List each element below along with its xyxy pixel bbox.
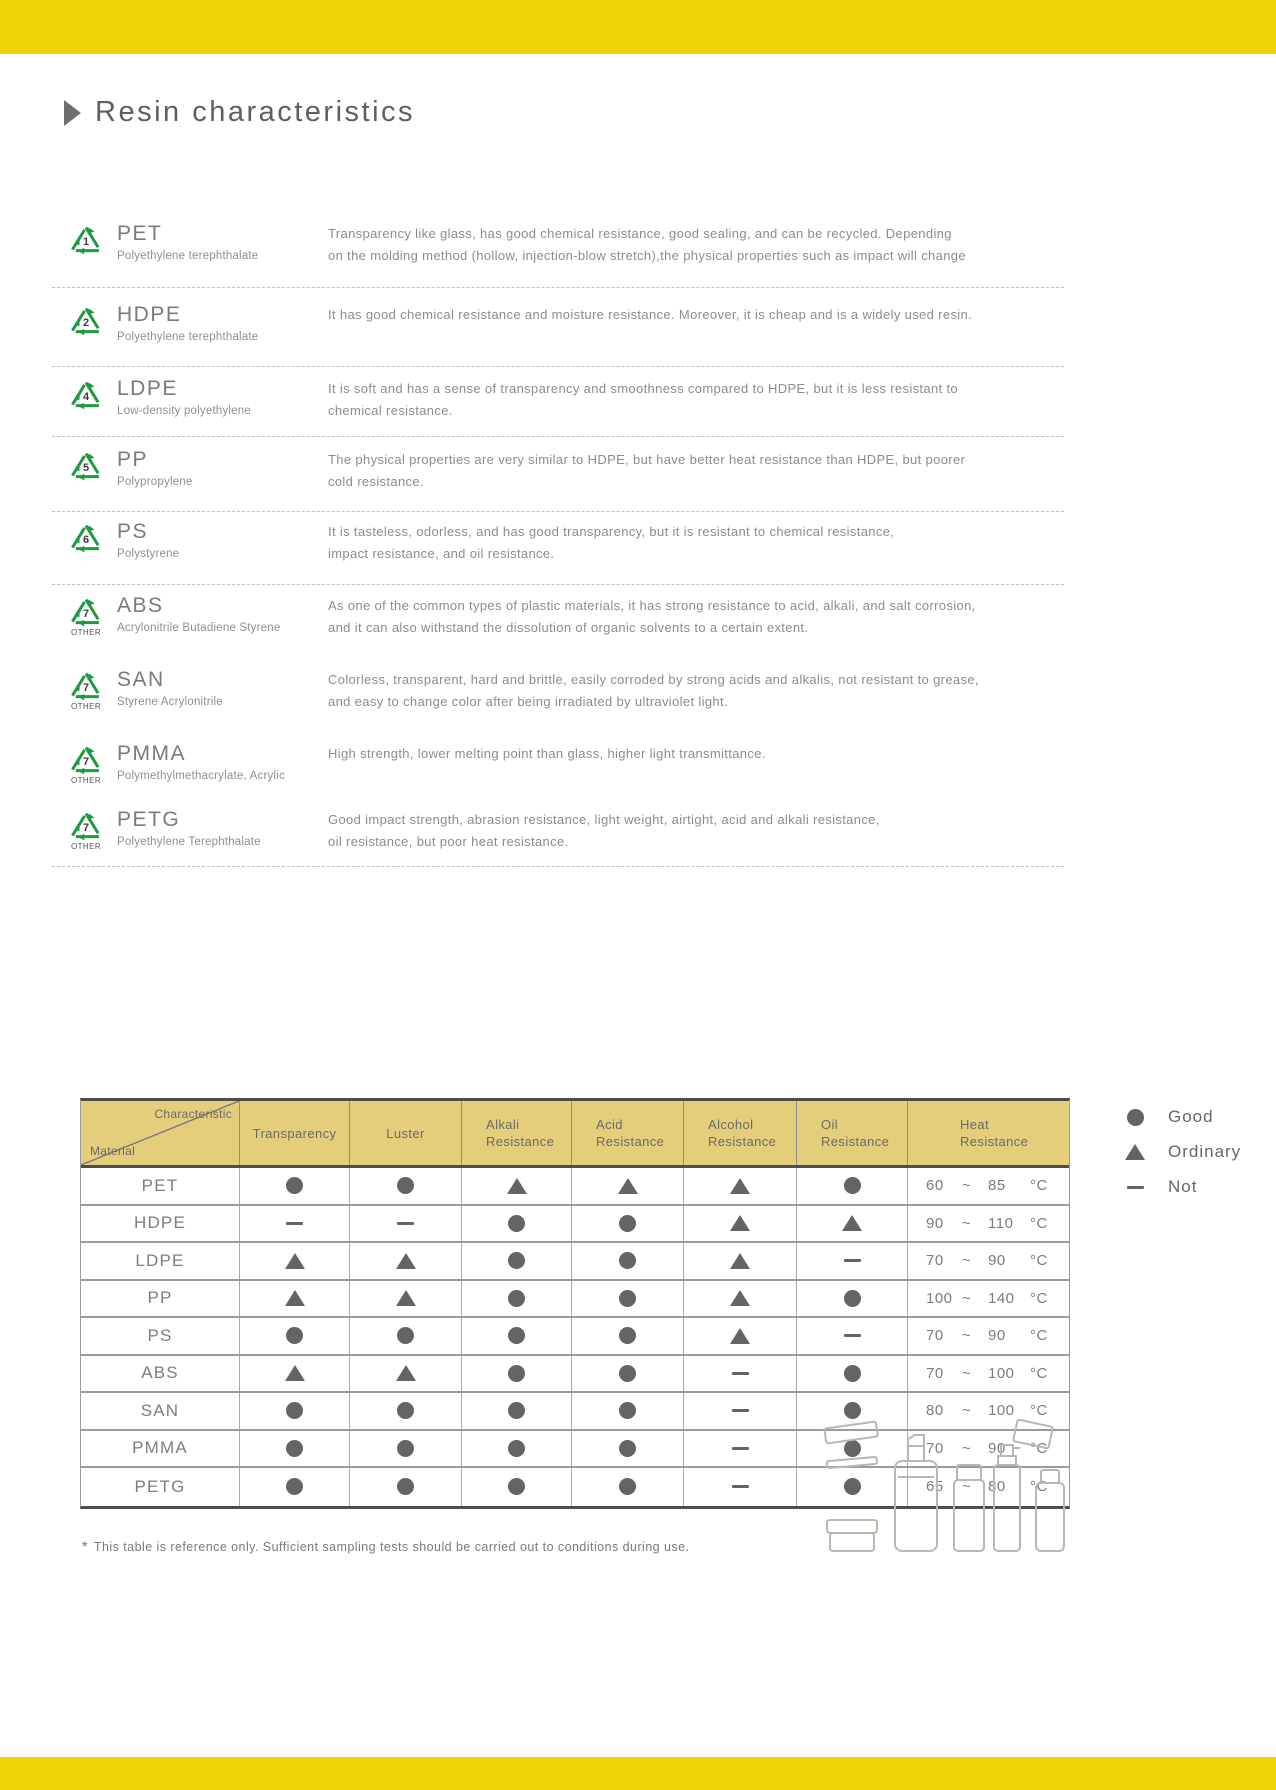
heat-max: 90 [988,1327,1006,1345]
mark-cell [797,1168,908,1204]
resin-description [328,222,966,267]
page-title: Resin characteristics [95,96,416,128]
column-header-line: Alcohol [708,1117,754,1132]
column-header-line: Resistance [708,1134,777,1149]
heat-max: 80 [988,1478,1006,1496]
table-corner-cell [81,1101,240,1165]
recycle-icon [68,808,117,851]
mark-cell [462,1356,572,1392]
mark-not-icon [844,1334,861,1337]
table-column-header [350,1101,462,1165]
footnote [82,1538,689,1554]
recycle-icon [68,377,117,411]
heat-max: 110 [988,1214,1014,1232]
mark-cell [797,1318,908,1354]
recycle-code: 5 [82,462,90,474]
title-arrow-icon [64,100,81,126]
mark-cell [684,1356,797,1392]
table-row [81,1281,1069,1319]
mark-good-icon [508,1365,525,1382]
legend-item [1124,1106,1241,1128]
heat-min: 70 [926,1439,944,1457]
mark-cell [350,1318,462,1354]
mark-cell [572,1281,684,1317]
resin-description [328,377,958,422]
resin-fullname: Polypropylene [117,476,193,488]
resin-description-line: impact resistance, and oil resistance. [328,546,555,561]
mark-cell [462,1281,572,1317]
mark-not-icon [732,1409,749,1412]
heat-unit: °C [1030,1214,1048,1232]
heat-tilde: ~ [962,1364,972,1382]
mark-cell [797,1356,908,1392]
mark-good-icon [286,1440,303,1457]
mark-cell [572,1393,684,1429]
mark-cell [572,1431,684,1467]
resin-name-block [117,594,328,634]
resin-name: SAN [117,668,165,691]
dashed-divider [52,866,1064,867]
recycle-code: 7 [82,756,90,768]
material-cell: LDPE [81,1243,240,1279]
resin-item [68,222,1068,267]
mark-ordinary-icon [285,1290,305,1306]
recycle-icon [68,222,117,256]
mark-cell [240,1468,350,1506]
heat-max: 100 [988,1364,1015,1382]
heat-unit: °C [1030,1478,1048,1496]
mark-cell [684,1468,797,1506]
heat-min: 90 [926,1214,944,1232]
recycle-code: 6 [82,534,90,546]
resin-name-block [117,303,328,343]
recycle-code: 7 [82,822,90,834]
resin-fullname: Polyethylene terephthalate [117,250,259,262]
resin-description-line: It has good chemical resistance and moisture resistance. Moreover, it is cheap and is a widely used resin. [328,307,973,322]
table-row [81,1168,1069,1206]
mark-ordinary-icon [842,1215,862,1231]
mark-good-icon [286,1402,303,1419]
mark-good-icon [286,1177,303,1194]
material-cell: PS [81,1318,240,1354]
resin-fullname: Polyethylene Terephthalate [117,836,261,848]
bottom-accent-bar [0,1757,1276,1790]
heat-unit: °C [1030,1402,1048,1420]
mark-cell [240,1206,350,1242]
column-header-line: Heat [960,1117,990,1132]
mark-cell [462,1393,572,1429]
heat-max: 85 [988,1177,1006,1195]
mark-good-icon [397,1402,414,1419]
column-header-line: Resistance [596,1134,665,1149]
mark-cell [350,1356,462,1392]
heat-tilde: ~ [962,1177,972,1195]
tilted-cap-illustration [1013,1419,1053,1448]
heat-tilde: ~ [962,1289,972,1307]
mark-cell [684,1318,797,1354]
mark-cell [572,1468,684,1506]
mark-good-icon [508,1215,525,1232]
mark-good-icon [397,1478,414,1495]
resin-item [68,520,1068,565]
resin-item [68,594,1068,639]
resin-description-line: Colorless, transparent, hard and brittle, easily corroded by strong acids and alkalis, not resistant to grease, [328,672,979,687]
resin-description-line: It is tasteless, odorless, and has good transparency, but it is resistant to chemical resistance, [328,524,895,539]
heat-max: 140 [988,1289,1015,1307]
resin-description-line: cold resistance. [328,474,424,489]
mark-ordinary-icon [730,1328,750,1344]
material-cell: PET [81,1168,240,1204]
heat-unit: °C [1030,1364,1048,1382]
mark-ordinary-icon [285,1365,305,1381]
mark-good-icon [508,1252,525,1269]
resin-item [68,808,1068,853]
dashed-divider [52,511,1064,512]
heat-max: 90 [988,1252,1006,1270]
mark-good-icon [619,1440,636,1457]
spray-bottle-illustration [994,1445,1020,1551]
mark-good-icon [619,1402,636,1419]
recycle-other-label: OTHER [71,842,101,851]
dashed-divider [52,584,1064,585]
mark-cell [240,1431,350,1467]
heat-max: 100 [988,1402,1015,1420]
recycle-code: 7 [82,608,90,620]
mark-not-icon [732,1485,749,1488]
page-title-row [64,96,415,129]
mark-not-icon [732,1372,749,1375]
mark-good-icon [508,1478,525,1495]
heat-resistance-cell [908,1243,1069,1279]
mark-good-icon [619,1327,636,1344]
mark-cell [240,1356,350,1392]
mark-cell [572,1168,684,1204]
mark-cell [350,1281,462,1317]
resin-fullname: Polyethylene terephthalate [117,331,259,343]
mark-cell [350,1168,462,1204]
resin-name: LDPE [117,377,178,400]
resin-description [328,520,894,565]
column-header-line: Transparency [252,1125,337,1141]
mark-cell [462,1318,572,1354]
legend-ordinary-icon [1125,1144,1145,1160]
mark-cell [240,1393,350,1429]
resin-description-line: on the molding method (hollow, injection-blow stretch),the physical properties such as impact will change [328,248,966,263]
recycle-icon [68,303,117,337]
top-accent-bar [0,0,1276,54]
resin-name-block [117,742,328,782]
resin-description [328,594,976,639]
resin-description [328,668,979,713]
footnote-text: This table is reference only. Sufficient sampling tests should be carried out to conditions during use. [93,1540,690,1554]
resin-item [68,668,1068,713]
resin-name-block [117,808,328,848]
material-cell: ABS [81,1356,240,1392]
column-header-line: Oil [821,1117,839,1132]
mark-ordinary-icon [285,1253,305,1269]
mark-good-icon [286,1478,303,1495]
mark-good-icon [508,1440,525,1457]
mark-cell [350,1243,462,1279]
heat-min: 70 [926,1252,944,1270]
resin-name-block [117,222,328,262]
material-cell: PETG [81,1468,240,1506]
legend-symbol [1124,1144,1146,1160]
heat-min: 70 [926,1364,944,1382]
dashed-divider [52,287,1064,288]
heat-min: 70 [926,1327,944,1345]
heat-tilde: ~ [962,1214,972,1232]
resin-description [328,742,766,765]
mark-cell [462,1468,572,1506]
table-row [81,1318,1069,1356]
mark-good-icon [397,1440,414,1457]
mark-cell [462,1168,572,1204]
resin-description-line: oil resistance, but poor heat resistance. [328,834,569,849]
mark-ordinary-icon [618,1178,638,1194]
mark-ordinary-icon [396,1290,416,1306]
table-row [81,1243,1069,1281]
table-column-header [240,1101,350,1165]
resin-description [328,303,972,326]
mark-ordinary-icon [730,1215,750,1231]
dashed-divider [52,436,1064,437]
heat-min: 65 [926,1478,944,1496]
resin-description [328,448,965,493]
mark-not-icon [286,1222,303,1225]
resin-name: PP [117,448,149,471]
heat-unit: °C [1030,1439,1048,1457]
legend [1124,1106,1241,1211]
column-header-line: Acid [596,1117,623,1132]
heat-tilde: ~ [962,1252,972,1270]
mark-cell [462,1431,572,1467]
mark-good-icon [286,1327,303,1344]
mark-cell [350,1468,462,1506]
mark-good-icon [844,1177,861,1194]
resin-description-line: and it can also withstand the dissolution of organic solvents to a certain extent. [328,620,809,635]
small-bottle-illustration [1036,1470,1064,1551]
table-column-header [797,1101,908,1165]
legend-label: Not [1168,1177,1198,1196]
resin-name: PET [117,222,163,245]
recycle-icon [68,594,117,637]
heat-unit: °C [1030,1252,1048,1270]
mark-cell [350,1431,462,1467]
column-header-line: Resistance [821,1134,890,1149]
resin-description-line: It is soft and has a sense of transparency and smoothness compared to HDPE, but it is less resistant to [328,381,959,396]
table-column-header [908,1101,1069,1165]
mark-cell [572,1356,684,1392]
mark-cell [797,1206,908,1242]
heat-resistance-cell [908,1318,1069,1354]
resin-fullname: Styrene Acrylonitrile [117,696,223,708]
table-column-header [462,1101,572,1165]
recycle-other-label: OTHER [71,776,101,785]
mark-cell [684,1168,797,1204]
legend-symbol [1124,1186,1146,1189]
mark-cell [684,1393,797,1429]
resin-name-block [117,377,328,417]
mark-good-icon [619,1252,636,1269]
table-row [81,1356,1069,1394]
table-column-header [572,1101,684,1165]
mark-ordinary-icon [396,1365,416,1381]
resin-name: PS [117,520,149,543]
mark-cell [240,1168,350,1204]
resin-description-line: chemical resistance. [328,403,453,418]
mark-cell [572,1318,684,1354]
legend-good-icon [1127,1109,1144,1126]
mark-good-icon [508,1290,525,1307]
mark-good-icon [619,1290,636,1307]
mark-cell [684,1431,797,1467]
mark-good-icon [844,1365,861,1382]
corner-characteristic-label: Characteristic [154,1107,232,1121]
slim-bottle-illustration [954,1465,984,1551]
resin-fullname: Polystyrene [117,548,180,560]
resin-description [328,808,880,853]
mark-ordinary-icon [730,1178,750,1194]
legend-not-icon [1127,1186,1144,1189]
resin-item [68,742,1068,785]
mark-good-icon [619,1365,636,1382]
resin-description-line: High strength, lower melting point than glass, higher light transmittance. [328,746,766,761]
legend-label: Ordinary [1168,1142,1242,1161]
resin-description-line: The physical properties are very similar to HDPE, but have better heat resistance than HDPE, but poorer [328,452,966,467]
column-header-line: Resistance [960,1134,1029,1149]
mark-cell [350,1393,462,1429]
heat-min: 100 [926,1289,953,1307]
mark-cell [240,1243,350,1279]
mark-cell [350,1206,462,1242]
resin-name-block [117,668,328,708]
mark-cell [684,1281,797,1317]
mark-cell [684,1206,797,1242]
resin-fullname: Low-density polyethylene [117,405,251,417]
mark-cell [462,1206,572,1242]
recycle-other-label: OTHER [71,702,101,711]
recycle-other-label: OTHER [71,628,101,637]
column-header-line: Resistance [486,1134,555,1149]
mark-cell [462,1243,572,1279]
resin-item [68,448,1068,493]
column-header-line: Alkali [486,1117,520,1132]
heat-max: 90 [988,1439,1006,1457]
recycle-icon [68,448,117,482]
recycle-code: 4 [82,391,90,403]
legend-item [1124,1141,1241,1163]
recycle-code: 2 [82,317,90,329]
legend-item [1124,1176,1241,1198]
mark-cell [797,1281,908,1317]
heat-tilde: ~ [962,1478,972,1496]
resin-name-block [117,448,328,488]
mark-cell [572,1206,684,1242]
mark-cell [572,1243,684,1279]
mark-good-icon [619,1215,636,1232]
resin-name-block [117,520,328,560]
column-header-line: Luster [386,1125,425,1141]
material-cell: SAN [81,1393,240,1429]
resin-description-line: Good impact strength, abrasion resistance, light weight, airtight, acid and alkali resistance, [328,812,880,827]
heat-tilde: ~ [962,1439,972,1457]
recycle-code: 1 [82,236,90,248]
table-row [81,1206,1069,1244]
recycle-icon [68,742,117,785]
material-cell: HDPE [81,1206,240,1242]
resin-name: PETG [117,808,181,831]
resin-item [68,377,1068,422]
table-column-header [684,1101,797,1165]
resin-fullname: Acrylonitrile Butadiene Styrene [117,622,281,634]
heat-unit: °C [1030,1289,1048,1307]
mark-good-icon [397,1327,414,1344]
mark-ordinary-icon [507,1178,527,1194]
mark-good-icon [508,1402,525,1419]
resin-item [68,303,1068,343]
resin-name: ABS [117,594,164,617]
recycle-icon [68,668,117,711]
material-cell: PMMA [81,1431,240,1467]
recycle-icon [68,520,117,554]
mark-not-icon [397,1222,414,1225]
jar-and-lids-illustration [824,1421,878,1551]
heat-resistance-cell [908,1206,1069,1242]
table-header-row [81,1101,1069,1168]
mark-cell [240,1281,350,1317]
mark-ordinary-icon [730,1253,750,1269]
mark-good-icon [844,1290,861,1307]
mark-ordinary-icon [396,1253,416,1269]
resin-description-line: and easy to change color after being irradiated by ultraviolet light. [328,694,728,709]
bottle-illustrations [805,1415,1080,1570]
mark-cell [684,1243,797,1279]
mark-good-icon [508,1327,525,1344]
heat-unit: °C [1030,1327,1048,1345]
mark-good-icon [619,1478,636,1495]
mark-cell [240,1318,350,1354]
resin-description-line: As one of the common types of plastic materials, it has strong resistance to acid, alkali, and salt corrosion, [328,598,976,613]
legend-label: Good [1168,1107,1214,1126]
dashed-divider [52,366,1064,367]
mark-cell [797,1243,908,1279]
legend-symbol [1124,1109,1146,1126]
corner-material-label: Material [90,1144,136,1158]
resin-fullname: Polymethylmethacrylate, Acrylic [117,770,285,782]
heat-min: 60 [926,1177,944,1195]
material-cell: PP [81,1281,240,1317]
heat-unit: °C [1030,1177,1048,1195]
footnote-asterisk: * [82,1538,88,1554]
recycle-code: 7 [82,682,90,694]
resin-description-line: Transparency like glass, has good chemical resistance, good sealing, and can be recycled. Depending [328,226,952,241]
mark-ordinary-icon [730,1290,750,1306]
heat-resistance-cell [908,1281,1069,1317]
pump-bottle-illustration [895,1435,937,1551]
mark-not-icon [844,1259,861,1262]
mark-not-icon [732,1447,749,1450]
mark-good-icon [397,1177,414,1194]
heat-resistance-cell [908,1168,1069,1204]
resin-name: HDPE [117,303,182,326]
heat-min: 80 [926,1402,944,1420]
heat-tilde: ~ [962,1402,972,1420]
heat-resistance-cell [908,1356,1069,1392]
heat-tilde: ~ [962,1327,972,1345]
resin-name: PMMA [117,742,186,765]
